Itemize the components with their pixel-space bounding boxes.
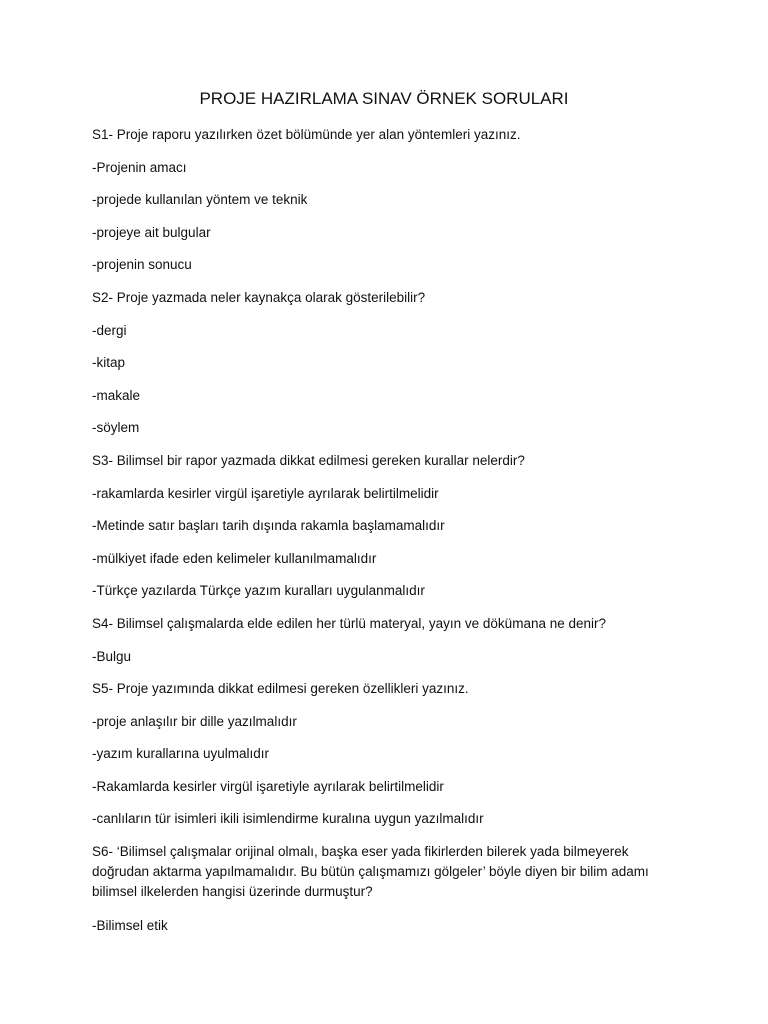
answer-line: -Projenin amacı bbox=[92, 159, 187, 175]
answer-line: -Bilimsel etik bbox=[92, 917, 168, 933]
answer-line: -Rakamlarda kesirler virgül işaretiyle ayrılarak belirtilmelidir bbox=[92, 778, 444, 794]
answer-line: -canlıların tür isimleri ikili isimlendirme kuralına uygun yazılmalıdır bbox=[92, 811, 484, 827]
question-s1: S1- Proje raporu yazılırken özet bölümünde yer alan yöntemleri yazınız. bbox=[92, 127, 521, 142]
answer-line: -yazım kurallarına uyulmalıdır bbox=[92, 746, 270, 762]
answer-line: -Bulgu bbox=[92, 648, 132, 664]
answer-line: -kitap bbox=[92, 355, 126, 371]
answer-line: -proje anlaşılır bir dille yazılmalıdır bbox=[92, 713, 297, 729]
answer-line: -projeye ait bulgular bbox=[92, 224, 211, 240]
answer-line: -rakamlarda kesirler virgül işaretiyle ayrılarak belirtilmelidir bbox=[92, 485, 439, 501]
question-s2: S2- Proje yazmada neler kaynakça olarak gösterilebilir? bbox=[92, 289, 426, 305]
document-body bbox=[92, 125, 672, 948]
answer-line: -makale bbox=[92, 387, 141, 403]
document-title: PROJE HAZIRLAMA SINAV ÖRNEK SORULARI bbox=[199, 89, 569, 108]
answer-line: -söylem bbox=[92, 420, 140, 436]
answer-line: -projenin sonucu bbox=[92, 257, 192, 273]
answer-line: -mülkiyet ifade eden kelimeler kullanılmamalıdır bbox=[92, 550, 377, 566]
question-s5: S5- Proje yazımında dikkat edilmesi gereken özellikleri yazınız. bbox=[92, 681, 469, 697]
answer-line: -Türkçe yazılarda Türkçe yazım kuralları uygulanmalıdır bbox=[92, 583, 425, 599]
question-s4: S4- Bilimsel çalışmalarda elde edilen her türlü materyal, yayın ve dökümana ne denir? bbox=[92, 615, 607, 631]
answer-line: -projede kullanılan yöntem ve teknik bbox=[92, 192, 308, 208]
answer-line: -Metinde satır başları tarih dışında rakamla başlamamalıdır bbox=[92, 518, 445, 534]
answer-line: -dergi bbox=[92, 322, 127, 338]
question-s6: S6- ‘Bilimsel çalışmalar orijinal olmalı, başka eser yada fikirlerden bilerek yada bilmeyerek doğrudan aktarma yapılmamalıdır. Bu bütün çalışmamızı gölgeler’ böyle diyen bir bilim adamı bilimsel ilkelerden hangisi üzerinde durmuştur? bbox=[92, 844, 649, 900]
question-s3: S3- Bilimsel bir rapor yazmada dikkat edilmesi gereken kurallar nelerdir? bbox=[92, 452, 525, 468]
